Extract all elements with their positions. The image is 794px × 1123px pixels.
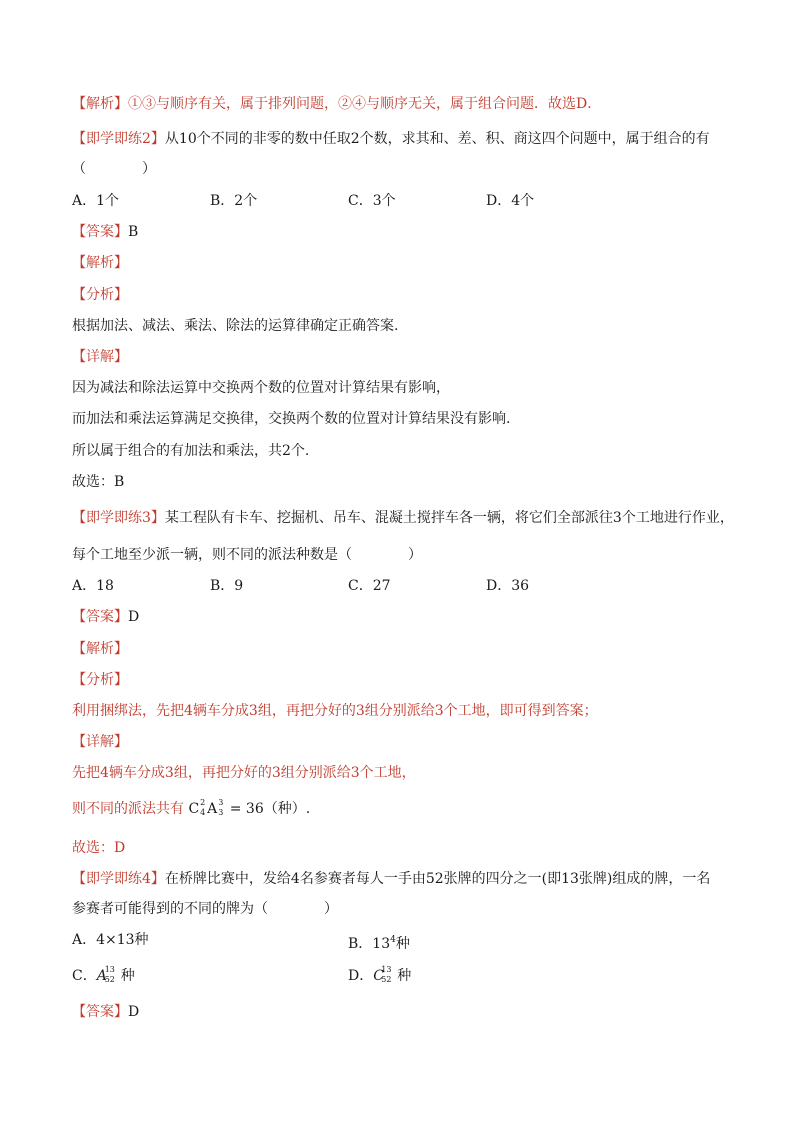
q3-answer-value: D	[128, 609, 140, 625]
q2-answer-value: B	[128, 224, 139, 240]
q4-option-b-post: 种	[395, 936, 410, 952]
q4-option-d-pre: D．	[348, 968, 374, 984]
q3-answer	[72, 607, 139, 627]
q3-formula-c-sup: 2	[200, 798, 206, 807]
analysis-text: ①③与顺序有关，属于排列问题，②④与顺序无关，属于组合问题．故选D．	[128, 96, 602, 112]
q3-formula-a-sup: 3	[218, 798, 224, 807]
q4-option-d-sub: 52	[381, 975, 392, 984]
q4-answer	[72, 1002, 139, 1022]
question-4-text2: 参赛者可能得到的不同的牌为（ ）	[72, 901, 338, 917]
q3-answer-tag: 【答案】	[72, 609, 128, 625]
q4-option-c-pre: C．	[72, 968, 97, 984]
q3-option-b: B．9	[210, 578, 244, 594]
question-4	[72, 869, 710, 889]
q4-option-b-sup: 4	[390, 935, 396, 945]
question-2-paren: （ ）	[72, 161, 156, 177]
q4-option-b	[348, 930, 410, 954]
question-3	[72, 508, 734, 528]
q2-option-b: B．2个	[210, 193, 258, 209]
q3-formula	[188, 798, 311, 817]
q3-xiangjie-line1: 先把4辆车分成3组，再把分好的3组分别派给3个工地，	[72, 765, 416, 781]
question-3-text2: 每个工地至少派一辆，则不同的派法种数是（ ）	[72, 547, 422, 563]
q2-fenxi-text: 根据加法、减法、乘法、除法的运算律确定正确答案.	[72, 318, 399, 334]
q2-xiangjie-line1: 因为减法和除法运算中交换两个数的位置对计算结果有影响，	[72, 380, 450, 396]
q2-option-c: C．3个	[348, 193, 396, 209]
q4-option-b-pre: B．13	[348, 936, 391, 952]
question-3-text: 某工程队有卡车、挖掘机、吊车、混凝土搅拌车各一辆，将它们全部派往3个工地进行作业，	[164, 510, 734, 526]
q4-option-c	[72, 966, 135, 986]
q3-formula-c-sub: 4	[200, 808, 206, 817]
q4-option-c-sup: 13	[104, 965, 115, 974]
q3-formula-c: C	[188, 801, 200, 817]
question-3-tag: 【即学即练3】	[72, 510, 165, 526]
q3-choice: 故选：D	[72, 840, 126, 856]
question-4-text: 在桥牌比赛中，发给4名参赛者每人一手由52张牌的四分之一(即13张牌)组成的牌，一名	[164, 871, 711, 887]
q3-jiexi-tag: 【解析】	[72, 641, 128, 657]
q2-xiangjie-line2: 而加法和乘法运算满足交换律，交换两个数的位置对计算结果没有影响.	[72, 411, 511, 427]
analysis-tag: 【解析】	[72, 96, 128, 112]
q2-xiangjie-line3: 所以属于组合的有加法和乘法，共2个.	[72, 443, 310, 459]
q2-option-a: A．1个	[72, 193, 120, 209]
q3-fenxi-tag: 【分析】	[72, 672, 128, 688]
analysis-line	[72, 94, 601, 114]
q4-option-c-post: 种	[120, 968, 135, 984]
q3-formula-result: = 36（种）.	[225, 801, 311, 817]
q3-formula-a: A	[207, 801, 218, 817]
q4-option-c-sub: 52	[104, 975, 115, 984]
q4-answer-value: D	[128, 1004, 140, 1020]
q4-option-d-post: 种	[397, 968, 412, 984]
q2-choice: 故选：B	[72, 474, 125, 490]
q4-option-a: A．4×13种	[72, 932, 149, 948]
q3-option-c: C．27	[348, 578, 391, 594]
question-2	[72, 129, 710, 149]
q4-option-d-sup: 13	[381, 965, 392, 974]
q3-formula-a-sub: 3	[218, 808, 224, 817]
question-2-text: 从10个不同的非零的数中任取2个数，求其和、差、积、商这四个问题中，属于组合的有	[164, 131, 710, 147]
q3-option-d: D．36	[486, 578, 530, 594]
q3-fenxi-text: 利用捆绑法，先把4辆车分成3组，再把分好的3组分别派给3个工地，即可得到答案；	[72, 703, 598, 719]
question-2-tag: 【即学即练2】	[72, 131, 165, 147]
q2-answer-tag: 【答案】	[72, 224, 128, 240]
q3-option-a: A．18	[72, 578, 114, 594]
question-4-tag: 【即学即练4】	[72, 871, 165, 887]
q4-option-d	[348, 966, 411, 986]
q3-xiangjie-tag: 【详解】	[72, 734, 128, 750]
q4-option-d-base: C	[373, 968, 384, 984]
q2-fenxi-tag: 【分析】	[72, 287, 128, 303]
q2-jiexi-tag: 【解析】	[72, 255, 128, 271]
q4-answer-tag: 【答案】	[72, 1004, 128, 1020]
q3-xiangjie-line2	[72, 799, 310, 819]
q2-answer	[72, 222, 138, 242]
q2-xiangjie-tag: 【详解】	[72, 349, 128, 365]
q3-formula-prefix: 则不同的派法共有	[72, 801, 184, 817]
q4-option-c-base: A	[96, 968, 107, 984]
q2-option-d: D．4个	[486, 193, 535, 209]
